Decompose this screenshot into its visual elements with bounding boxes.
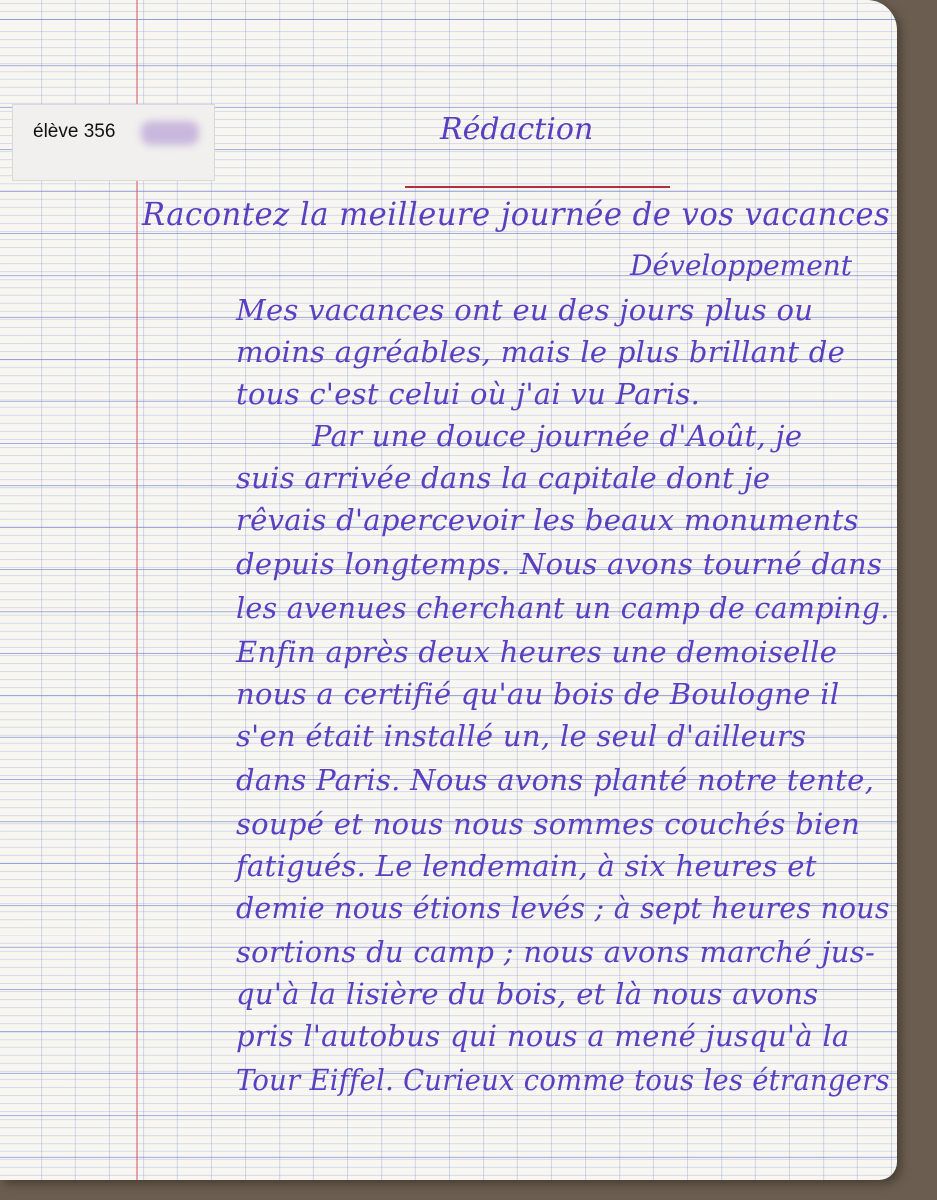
section-heading: Développement: [630, 249, 853, 282]
essay-line: depuis longtemps. Nous avons tourné dans: [236, 547, 883, 581]
essay-line: fatigués. Le lendemain, à six heures et: [236, 849, 817, 883]
student-number: élève 356: [33, 121, 116, 142]
essay-line: sortions du camp ; nous avons marché jus-: [236, 935, 876, 969]
title-underline: [405, 186, 670, 188]
essay-line: les avenues cherchant un camp de camping.: [236, 591, 890, 625]
essay-title: Rédaction: [440, 112, 594, 147]
essay-line: qu'à la lisière du bois, et là nous avons: [236, 977, 819, 1011]
essay-line: dans Paris. Nous avons planté notre tente,: [236, 763, 875, 797]
essay-line: demie nous étions levés ; à sept heures nous: [236, 891, 890, 925]
essay-line: nous a certifié qu'au bois de Boulogne il: [236, 677, 840, 711]
essay-line: pris l'autobus qui nous a mené jusqu'à la: [236, 1019, 850, 1053]
redacted-name: [141, 121, 199, 145]
essay-line: rêvais d'apercevoir les beaux monuments: [236, 503, 859, 537]
essay-line: Tour Eiffel. Curieux comme tous les étrangers: [236, 1063, 890, 1097]
essay-line: Enfin après deux heures une demoiselle: [236, 635, 838, 669]
essay-line: tous c'est celui où j'ai vu Paris.: [236, 377, 701, 411]
essay-line: Mes vacances ont eu des jours plus ou: [236, 293, 814, 327]
essay-line: s'en était installé un, le seul d'ailleurs: [236, 719, 807, 753]
essay-subject: Racontez la meilleure journée de vos vacances: [142, 195, 891, 233]
student-id-label: [12, 104, 215, 181]
essay-line: moins agréables, mais le plus brillant de: [236, 335, 846, 369]
essay-line: Par une douce journée d'Août, je: [312, 419, 803, 453]
essay-line: soupé et nous nous sommes couchés bien: [236, 807, 861, 841]
essay-line: suis arrivée dans la capitale dont je: [236, 461, 771, 495]
